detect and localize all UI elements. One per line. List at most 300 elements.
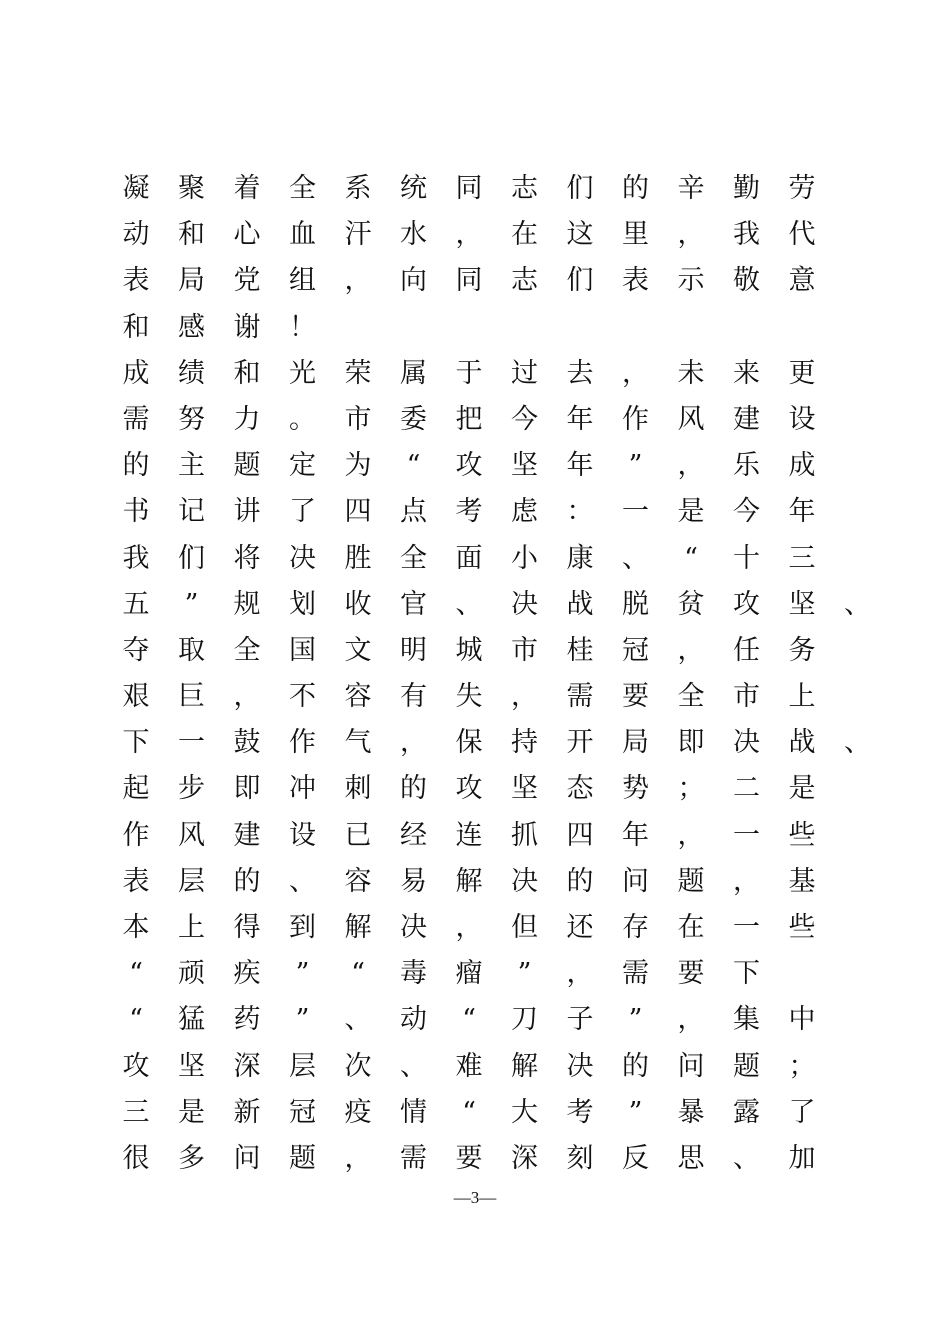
text-glyph: 鼓: [233, 727, 261, 759]
text-line: [0, 766, 950, 812]
text-glyph: ，: [677, 219, 705, 251]
text-glyph: 主: [178, 450, 205, 482]
text-glyph: 一: [733, 912, 760, 943]
text-glyph: 反: [622, 1142, 649, 1174]
text-glyph: 的: [566, 865, 594, 897]
text-glyph: 抓: [511, 819, 538, 851]
text-glyph: 下: [122, 727, 150, 759]
text-glyph: 市: [511, 634, 538, 666]
text-glyph: 示: [677, 265, 705, 297]
text-glyph: 持: [511, 727, 538, 759]
text-glyph: 局: [178, 265, 205, 297]
text-glyph: 、: [844, 727, 871, 759]
text-line: [0, 443, 950, 489]
text-glyph: 疾: [233, 958, 261, 990]
text-glyph: 态: [566, 773, 594, 805]
text-line: [0, 351, 950, 397]
text-glyph: 容: [344, 681, 372, 713]
text-glyph: 和: [233, 357, 261, 389]
text-glyph: 着: [233, 173, 261, 204]
text-glyph: 是: [677, 496, 705, 528]
text-glyph: 建: [733, 403, 760, 435]
text-glyph: 感: [178, 311, 205, 343]
text-glyph: 需: [400, 1142, 427, 1174]
text-glyph: ；: [788, 1050, 816, 1082]
text-glyph: 攻: [733, 588, 760, 620]
text-glyph: 艰: [122, 681, 150, 713]
text-glyph: 表: [122, 865, 150, 897]
text-glyph: 成: [122, 357, 150, 389]
text-glyph: 书: [122, 496, 150, 528]
text-glyph: 勤: [733, 173, 760, 204]
text-glyph: ，: [733, 865, 760, 897]
text-glyph: 全: [677, 681, 705, 713]
text-glyph: 劳: [788, 173, 816, 204]
text-glyph: 划: [289, 588, 316, 620]
text-glyph: 作: [122, 819, 150, 851]
text-glyph: 冠: [289, 1096, 316, 1128]
text-line: [0, 305, 950, 351]
text-glyph: ”: [628, 1096, 643, 1128]
text-glyph: 攻: [122, 1050, 150, 1082]
text-glyph: 已: [344, 819, 372, 851]
text-line: [0, 859, 950, 905]
text-glyph: 敬: [733, 265, 760, 297]
text-glyph: 深: [511, 1142, 538, 1174]
text-glyph: 定: [289, 450, 316, 482]
text-glyph: 们: [566, 173, 594, 204]
text-glyph: 明: [400, 634, 427, 666]
text-glyph: 题: [289, 1142, 316, 1174]
text-glyph: ，: [455, 219, 483, 251]
text-glyph: 集: [733, 1004, 760, 1036]
text-glyph: 官: [400, 588, 427, 620]
text-glyph: 代: [788, 219, 816, 251]
text-glyph: 步: [178, 773, 205, 805]
text-glyph: 容: [344, 865, 372, 897]
text-glyph: 荣: [344, 357, 372, 389]
text-glyph: 市: [344, 403, 372, 435]
text-glyph: 五: [122, 588, 150, 620]
text-glyph: 解: [455, 865, 483, 897]
text-glyph: 于: [455, 357, 483, 389]
text-glyph: 康: [566, 542, 594, 574]
text-glyph: ，: [455, 912, 483, 943]
text-glyph: 是: [178, 1096, 205, 1128]
text-glyph: 题: [233, 450, 261, 482]
text-glyph: 和: [178, 219, 205, 251]
text-glyph: 决: [733, 727, 760, 759]
text-glyph: 属: [400, 357, 427, 389]
text-glyph: 基: [788, 865, 816, 897]
text-glyph: 动: [122, 219, 150, 251]
text-glyph: 次: [344, 1050, 372, 1082]
text-glyph: 些: [788, 819, 816, 851]
text-glyph: 子: [566, 1004, 594, 1036]
text-glyph: 设: [788, 403, 816, 435]
text-glyph: 任: [733, 634, 760, 666]
text-line: [0, 258, 950, 304]
text-glyph: 到: [289, 912, 316, 943]
text-glyph: 全: [289, 173, 316, 204]
text-glyph: 决: [289, 542, 316, 574]
text-glyph: 风: [178, 819, 205, 851]
text-glyph: 气: [344, 727, 372, 759]
text-glyph: 一: [622, 496, 649, 528]
text-glyph: 虑: [511, 496, 538, 528]
text-glyph: 刀: [511, 1004, 538, 1036]
text-glyph: 十: [733, 542, 760, 574]
text-glyph: 城: [455, 634, 483, 666]
text-glyph: 中: [788, 1004, 816, 1036]
text-glyph: ”: [628, 1004, 643, 1036]
text-glyph: 连: [455, 819, 483, 851]
text-glyph: ，: [677, 634, 705, 666]
text-glyph: 要: [622, 681, 649, 713]
text-glyph: ”: [184, 588, 199, 620]
text-glyph: 暴: [677, 1096, 705, 1128]
text-glyph: 讲: [233, 496, 261, 528]
text-glyph: 顽: [178, 958, 205, 990]
text-glyph: 失: [455, 681, 483, 713]
text-glyph: “: [129, 958, 143, 990]
text-glyph: 的: [622, 173, 649, 204]
text-glyph: ：: [566, 496, 594, 528]
text-glyph: 我: [733, 219, 760, 251]
text-glyph: 系: [344, 173, 372, 204]
text-glyph: ，: [400, 727, 427, 759]
text-glyph: 瘤: [455, 958, 483, 990]
text-glyph: 、: [289, 865, 316, 897]
text-glyph: 血: [289, 219, 316, 251]
text-glyph: 统: [400, 173, 427, 204]
text-glyph: 动: [400, 1004, 427, 1036]
text-glyph: 是: [788, 773, 816, 805]
text-glyph: 表: [122, 265, 150, 297]
text-glyph: 考: [455, 496, 483, 528]
text-glyph: 决: [511, 588, 538, 620]
text-glyph: 我: [122, 542, 150, 574]
text-glyph: 三: [788, 542, 816, 574]
text-glyph: 、: [344, 1004, 372, 1036]
text-glyph: 巨: [178, 681, 205, 713]
text-glyph: 全: [400, 542, 427, 574]
text-glyph: 收: [344, 588, 372, 620]
text-glyph: 刺: [344, 773, 372, 805]
text-glyph: 问: [233, 1142, 261, 1174]
text-glyph: 汗: [344, 219, 372, 251]
text-glyph: 坚: [788, 588, 816, 620]
text-glyph: 年: [622, 819, 649, 851]
text-glyph: 国: [289, 634, 316, 666]
text-glyph: ”: [295, 958, 310, 990]
text-glyph: ；: [677, 773, 705, 805]
text-glyph: 冠: [622, 634, 649, 666]
text-glyph: ，: [566, 958, 594, 990]
text-glyph: 本: [122, 912, 150, 943]
text-glyph: 四: [566, 819, 594, 851]
text-glyph: 党: [233, 265, 261, 297]
text-glyph: 贫: [677, 588, 705, 620]
text-glyph: 、: [622, 542, 649, 574]
text-glyph: 的: [233, 865, 261, 897]
text-glyph: 乐: [733, 450, 760, 482]
text-glyph: ，: [344, 1142, 372, 1174]
text-glyph: ”: [517, 958, 532, 990]
text-glyph: 凝: [122, 173, 150, 204]
page-number: —3—: [453, 1188, 497, 1207]
text-glyph: 这: [566, 219, 594, 251]
text-glyph: 和: [122, 311, 150, 343]
text-glyph: 、: [400, 1050, 427, 1082]
text-glyph: 、: [455, 588, 483, 620]
text-glyph: “: [406, 450, 421, 482]
text-glyph: 存: [622, 912, 649, 943]
text-glyph: 胜: [344, 542, 372, 574]
text-glyph: 成: [788, 450, 816, 482]
text-line: [0, 813, 950, 859]
text-glyph: 委: [400, 403, 427, 435]
text-glyph: 新: [233, 1096, 261, 1128]
text-line: [0, 397, 950, 443]
text-glyph: 刻: [566, 1142, 594, 1174]
text-glyph: ”: [628, 450, 643, 482]
text-glyph: 。: [289, 403, 316, 435]
text-glyph: 局: [622, 727, 649, 759]
text-glyph: 四: [344, 496, 372, 528]
text-glyph: 辛: [677, 173, 705, 204]
text-line: [0, 905, 950, 951]
text-glyph: 、: [733, 1142, 760, 1174]
text-glyph: ，: [344, 265, 372, 297]
text-glyph: 决: [566, 1050, 594, 1082]
text-glyph: 大: [511, 1096, 538, 1128]
text-glyph: 努: [178, 403, 205, 435]
text-glyph: 战: [788, 727, 816, 759]
text-glyph: 了: [788, 1096, 816, 1128]
text-glyph: 记: [178, 496, 205, 528]
text-glyph: 们: [566, 265, 594, 297]
text-glyph: 开: [566, 727, 594, 759]
text-glyph: 得: [233, 912, 261, 943]
text-glyph: 要: [455, 1142, 483, 1174]
text-glyph: 为: [344, 450, 372, 482]
text-glyph: 题: [733, 1050, 760, 1082]
text-line: [0, 674, 950, 720]
text-glyph: 作: [622, 403, 649, 435]
text-line: [0, 1090, 950, 1136]
text-glyph: 药: [233, 1004, 261, 1036]
text-glyph: “: [129, 1004, 143, 1036]
text-glyph: 组: [289, 265, 316, 297]
text-glyph: 要: [677, 958, 705, 990]
text-glyph: 加: [788, 1142, 816, 1174]
text-glyph: 未: [677, 357, 705, 389]
text-glyph: 来: [733, 357, 760, 389]
text-glyph: 毒: [400, 958, 427, 990]
text-glyph: 同: [455, 265, 483, 297]
text-glyph: 规: [233, 588, 261, 620]
text-glyph: 需: [566, 681, 594, 713]
text-glyph: 决: [400, 912, 427, 943]
text-glyph: 三: [122, 1096, 150, 1128]
text-glyph: 更: [788, 357, 816, 389]
text-glyph: 起: [122, 773, 150, 805]
text-glyph: 的: [400, 773, 427, 805]
text-line: [0, 1044, 950, 1090]
text-glyph: 里: [622, 219, 649, 251]
text-line: [0, 212, 950, 258]
text-glyph: 需: [622, 958, 649, 990]
text-line: [0, 166, 950, 212]
text-glyph: 经: [400, 819, 427, 851]
text-glyph: 将: [233, 542, 261, 574]
text-glyph: 即: [233, 773, 261, 805]
text-glyph: 在: [677, 912, 705, 943]
text-glyph: 保: [455, 727, 483, 759]
text-glyph: ，: [622, 357, 649, 389]
text-glyph: 年: [566, 450, 594, 482]
text-glyph: 些: [788, 912, 816, 943]
text-line: [0, 720, 950, 766]
text-glyph: 一: [178, 727, 205, 759]
text-glyph: 但: [511, 912, 538, 943]
text-glyph: 脱: [622, 588, 649, 620]
text-glyph: 聚: [178, 173, 205, 204]
text-glyph: 年: [788, 496, 816, 528]
text-glyph: 力: [233, 403, 261, 435]
text-glyph: 设: [289, 819, 316, 851]
text-glyph: 势: [622, 773, 649, 805]
text-line: [0, 997, 950, 1043]
text-glyph: 攻: [455, 773, 483, 805]
text-glyph: ，: [677, 450, 705, 482]
text-glyph: 在: [511, 219, 538, 251]
text-glyph: “: [684, 542, 698, 574]
text-line: [0, 582, 950, 628]
text-glyph: 今: [511, 403, 538, 435]
text-line: [0, 951, 950, 997]
text-glyph: 问: [677, 1050, 705, 1082]
text-glyph: ，: [677, 1004, 705, 1036]
text-glyph: “: [462, 1004, 476, 1036]
text-glyph: 易: [400, 865, 427, 897]
text-glyph: 光: [289, 357, 316, 389]
text-glyph: 表: [622, 265, 649, 297]
text-glyph: 攻: [455, 450, 483, 482]
text-glyph: 战: [566, 588, 594, 620]
text-glyph: 、: [844, 588, 871, 620]
text-glyph: 水: [400, 219, 427, 251]
text-glyph: 全: [233, 634, 261, 666]
text-glyph: 建: [233, 819, 261, 851]
text-glyph: 意: [788, 265, 816, 297]
text-glyph: 的: [122, 450, 150, 482]
text-glyph: 风: [677, 403, 705, 435]
text-glyph: ”: [295, 1004, 310, 1036]
text-glyph: 上: [178, 912, 205, 943]
text-glyph: 题: [677, 865, 705, 897]
text-glyph: 了: [289, 496, 316, 528]
text-glyph: 猛: [178, 1004, 205, 1036]
text-glyph: ，: [233, 681, 261, 713]
text-glyph: 还: [566, 912, 594, 943]
text-glyph: 务: [788, 634, 816, 666]
text-glyph: ，: [511, 681, 538, 713]
text-glyph: 层: [289, 1050, 316, 1082]
text-glyph: 很: [122, 1142, 150, 1174]
text-glyph: 一: [733, 819, 760, 851]
text-glyph: 谢: [233, 311, 261, 343]
text-glyph: ，: [677, 819, 705, 851]
text-glyph: 市: [733, 681, 760, 713]
text-glyph: 思: [677, 1142, 705, 1174]
text-glyph: 们: [178, 542, 205, 574]
text-glyph: 去: [566, 357, 594, 389]
text-glyph: 多: [178, 1142, 205, 1174]
text-line: [0, 536, 950, 582]
text-glyph: 面: [455, 542, 483, 574]
text-glyph: 冲: [289, 773, 316, 805]
text-glyph: 点: [400, 496, 427, 528]
text-line: [0, 1136, 950, 1182]
text-glyph: 年: [566, 403, 594, 435]
text-line: [0, 628, 950, 674]
text-glyph: 解: [344, 912, 372, 943]
text-glyph: 的: [622, 1050, 649, 1082]
text-glyph: 难: [455, 1050, 483, 1082]
text-glyph: 二: [733, 773, 760, 805]
text-glyph: 作: [289, 727, 316, 759]
text-glyph: 层: [178, 865, 205, 897]
body-text: [0, 166, 950, 1182]
text-glyph: 向: [400, 265, 427, 297]
text-glyph: 露: [733, 1096, 760, 1128]
text-glyph: 夺: [122, 634, 150, 666]
text-glyph: 需: [122, 403, 150, 435]
text-glyph: 过: [511, 357, 538, 389]
text-glyph: 问: [622, 865, 649, 897]
text-glyph: 小: [511, 542, 538, 574]
text-glyph: 下: [733, 958, 760, 990]
text-glyph: ！: [289, 311, 316, 343]
text-glyph: 志: [511, 265, 538, 297]
text-glyph: 文: [344, 634, 372, 666]
text-glyph: “: [462, 1096, 476, 1128]
text-glyph: 同: [455, 173, 483, 204]
text-glyph: 有: [400, 681, 427, 713]
text-glyph: 上: [788, 681, 816, 713]
text-glyph: 即: [677, 727, 705, 759]
text-glyph: 坚: [511, 450, 538, 482]
text-glyph: 决: [511, 865, 538, 897]
text-glyph: 取: [178, 634, 205, 666]
text-glyph: 心: [233, 219, 261, 251]
text-glyph: 桂: [566, 634, 594, 666]
text-glyph: 绩: [178, 357, 205, 389]
text-glyph: 把: [455, 403, 483, 435]
text-line: [0, 489, 950, 535]
text-glyph: “: [351, 958, 365, 990]
text-glyph: 情: [400, 1096, 427, 1128]
text-glyph: 志: [511, 173, 538, 204]
text-glyph: 坚: [511, 773, 538, 805]
text-glyph: 解: [511, 1050, 538, 1082]
text-glyph: 疫: [344, 1096, 372, 1128]
text-glyph: 深: [233, 1050, 261, 1082]
text-glyph: 今: [733, 496, 760, 528]
text-glyph: 不: [289, 681, 316, 713]
